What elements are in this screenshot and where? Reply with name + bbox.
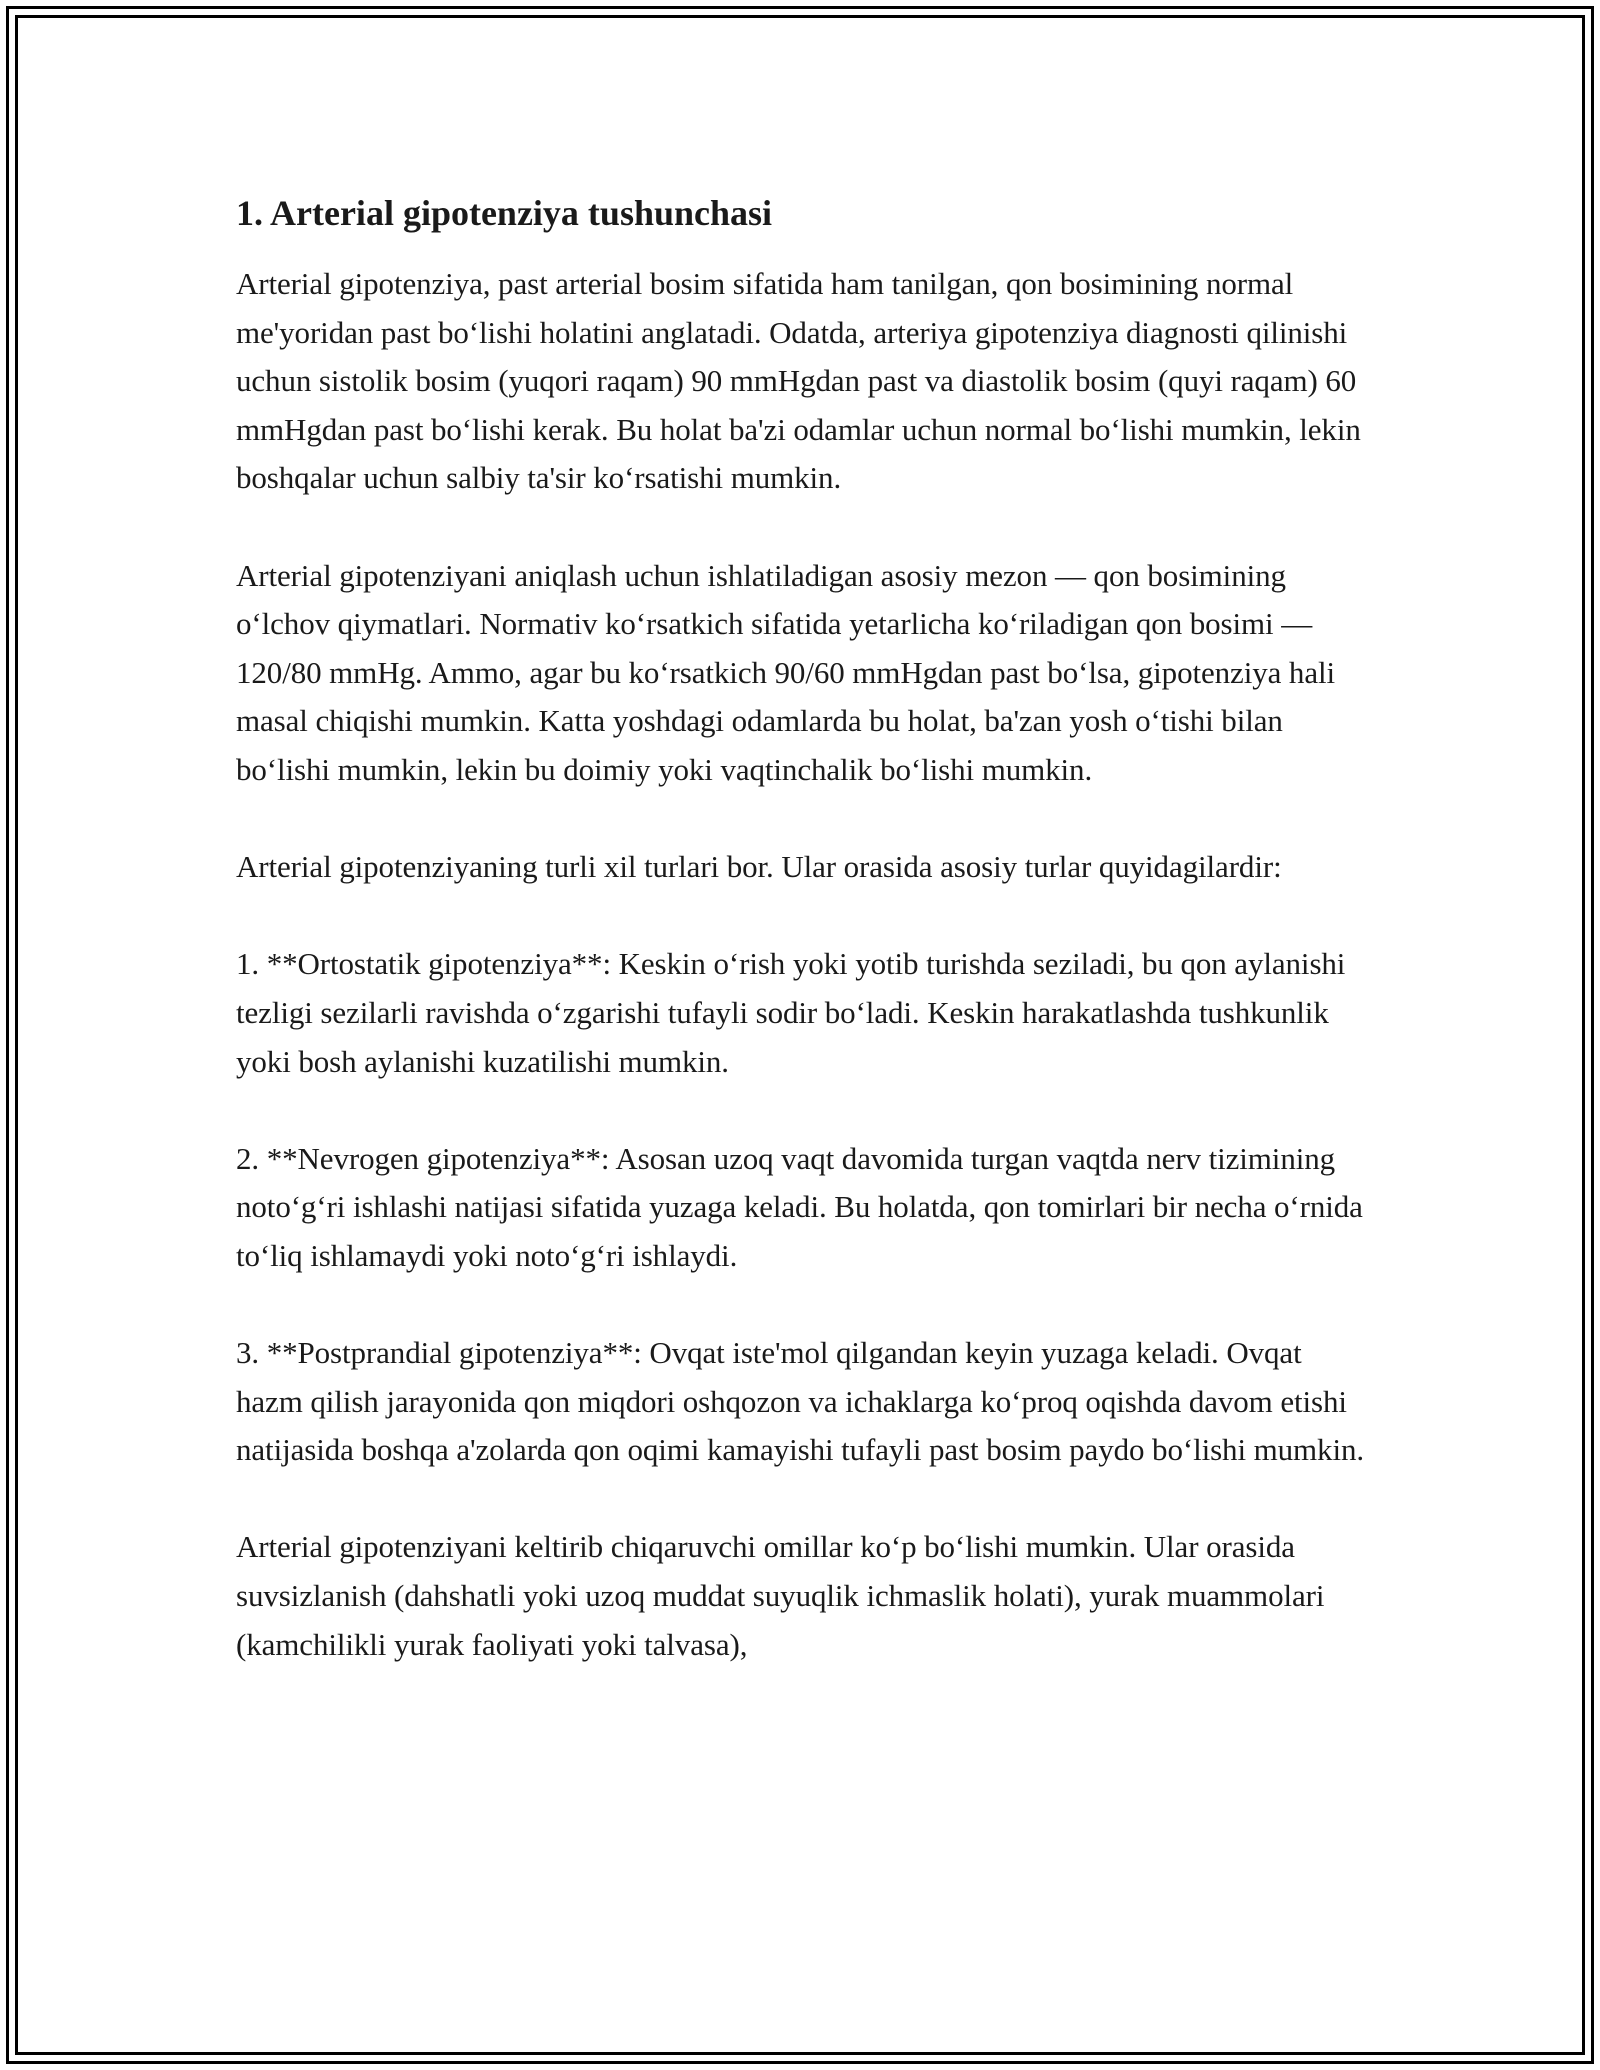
list-item-neurogenic: 2. **Nevrogen gipotenziya**: Asosan uzoq vaqt davomida turgan vaqtda nerv tizimining noto‘g‘ri ishlashi natijasi sifatida yuzaga keladi. Bu holatda, qon tomirlari bir necha o‘rnida to‘liq ishlamaydi yoki noto‘g‘ri ishlaydi. bbox=[236, 1140, 1363, 1273]
list-item-postprandial: 3. **Postprandial gipotenziya**: Ovqat iste'mol qilgandan keyin yuzaga keladi. Ovqat hazm qilish jarayonida qon miqdori oshqozon va ichaklarga ko‘proq oqishda davom etishi natijasida boshqa a'zolarda qon oqimi kamayishi tufayli past bosim paydo bo‘lishi mumkin. bbox=[236, 1335, 1365, 1468]
document-body bbox=[236, 188, 1366, 1718]
list-item-orthostatic: 1. **Ortostatik gipotenziya**: Keskin o‘rish yoki yotib turishda seziladi, bu qon aylanishi tezligi sezilarli ravishda o‘zgarishi tufayli sodir bo‘ladi. Keskin harakatlashda tushkunlik yoki bosh aylanishi kuzatilishi mumkin. bbox=[236, 946, 1346, 1079]
paragraph-causes: Arterial gipotenziyani keltirib chiqaruvchi omillar ko‘p bo‘lishi mumkin. Ular orasida suvsizlanish (dahshatli yoki uzoq muddat suyuqlik ichmaslik holati), yurak muammolari (kamchilikli yurak faoliyati yoki talvasa), bbox=[236, 1529, 1325, 1662]
section-heading: 1. Arterial gipotenziya tushunchasi bbox=[236, 193, 773, 233]
paragraph-types-intro: Arterial gipotenziyaning turli xil turlari bor. Ular orasida asosiy turlar quyidagilardir: bbox=[236, 849, 1282, 885]
paragraph-definition: Arterial gipotenziya, past arterial bosim sifatida ham tanilgan, qon bosimining normal me'yoridan past bo‘lishi holatini anglatadi. Odatda, arteriya gipotenziya diagnosti qilinishi uchun sistolik bosim (yuqori raqam) 90 mmHgdan past va diastolik bosim (quyi raqam) 60 mmHgdan past bo‘lishi kerak. Bu holat ba'zi odamlar uchun normal bo‘lishi mumkin, lekin boshqalar uchun salbiy ta'sir ko‘rsatishi mumkin. bbox=[236, 266, 1361, 496]
paragraph-diagnosis-criteria: Arterial gipotenziyani aniqlash uchun ishlatiladigan asosiy mezon — qon bosimining o‘lchov qiymatlari. Normativ ko‘rsatkich sifatida yetarlicha ko‘riladigan qon bosimi — 120/80 mmHg. Ammo, agar bu ko‘rsatkich 90/60 mmHgdan past bo‘lsa, gipotenziya hali masal chiqishi mumkin. Katta yoshdagi odamlarda bu holat, ba'zan yosh o‘tishi bilan bo‘lishi mumkin, lekin bu doimiy yoki vaqtinchalik bo‘lishi mumkin. bbox=[236, 557, 1336, 787]
